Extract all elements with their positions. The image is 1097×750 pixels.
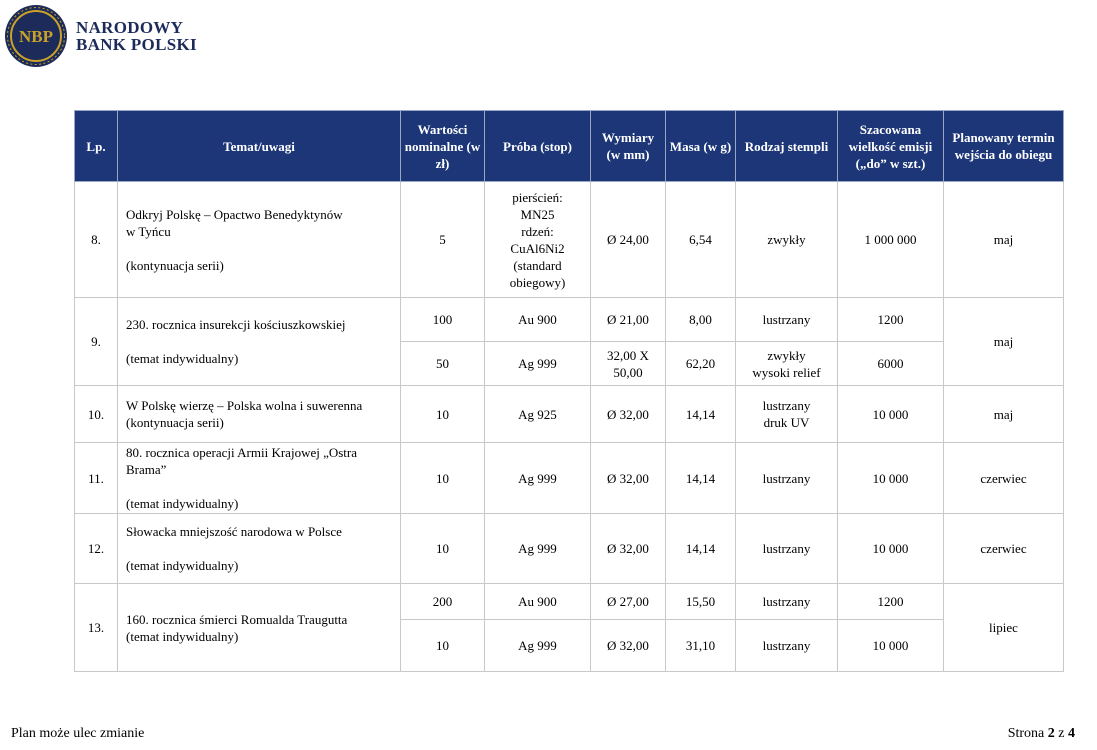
table-body bbox=[75, 182, 1064, 672]
stamp-type-cell: lustrzany druk UV bbox=[736, 386, 838, 443]
row-number: 13. bbox=[75, 584, 118, 672]
nominal-value-cell: 200 bbox=[401, 584, 485, 620]
dimensions-cell: Ø 24,00 bbox=[591, 182, 666, 298]
stamp-type-cell: zwykły wysoki relief bbox=[736, 342, 838, 386]
mass-cell: 31,10 bbox=[666, 620, 736, 672]
release-date-cell: lipiec bbox=[944, 584, 1064, 672]
topic-cell: Słowacka mniejszość narodowa w Polsce (temat indywidualny) bbox=[118, 514, 401, 584]
bank-name-line2: BANK POLSKI bbox=[76, 35, 197, 54]
nbp-logo-icon bbox=[4, 4, 68, 68]
mass-cell: 6,54 bbox=[666, 182, 736, 298]
table-row bbox=[75, 298, 1064, 342]
nominal-value-cell: 10 bbox=[401, 620, 485, 672]
table-header-row bbox=[75, 111, 1064, 182]
col-lp-header: Lp. bbox=[75, 111, 118, 182]
col-dimensions-header: Wymiary (w mm) bbox=[591, 111, 666, 182]
emission-cell: 6000 bbox=[838, 342, 944, 386]
bank-name bbox=[76, 19, 197, 53]
emission-cell: 10 000 bbox=[838, 443, 944, 514]
footer-note: Plan może ulec zmianie bbox=[11, 726, 145, 741]
page-header bbox=[4, 3, 197, 69]
coin-issue-table bbox=[74, 110, 1064, 672]
nominal-value-cell: 50 bbox=[401, 342, 485, 386]
table-row bbox=[75, 386, 1064, 443]
alloy-cell: Au 900 bbox=[485, 298, 591, 342]
mass-cell: 14,14 bbox=[666, 514, 736, 584]
stamp-type-cell: lustrzany bbox=[736, 443, 838, 514]
page-current: 2 bbox=[1047, 726, 1055, 741]
topic-cell: 160. rocznica śmierci Romualda Traugutta (temat indywidualny) bbox=[118, 584, 401, 672]
col-emission-header: Szacowana wielkość emisji („do” w szt.) bbox=[838, 111, 944, 182]
row-number: 9. bbox=[75, 298, 118, 386]
release-date-cell: czerwiec bbox=[944, 443, 1064, 514]
page-separator: z bbox=[1058, 726, 1065, 741]
stamp-type-cell: zwykły bbox=[736, 182, 838, 298]
stamp-type-cell: lustrzany bbox=[736, 514, 838, 584]
col-value-header: Wartości nominalne (w zł) bbox=[401, 111, 485, 182]
col-topic-header: Temat/uwagi bbox=[118, 111, 401, 182]
mass-cell: 8,00 bbox=[666, 298, 736, 342]
nominal-value-cell: 5 bbox=[401, 182, 485, 298]
dimensions-cell: Ø 32,00 bbox=[591, 620, 666, 672]
alloy-cell: Ag 999 bbox=[485, 443, 591, 514]
alloy-cell: Ag 999 bbox=[485, 514, 591, 584]
table-row bbox=[75, 584, 1064, 620]
nominal-value-cell: 100 bbox=[401, 298, 485, 342]
mass-cell: 62,20 bbox=[666, 342, 736, 386]
alloy-cell: Ag 999 bbox=[485, 620, 591, 672]
dimensions-cell: Ø 27,00 bbox=[591, 584, 666, 620]
row-number: 8. bbox=[75, 182, 118, 298]
release-date-cell: maj bbox=[944, 298, 1064, 386]
alloy-cell: Ag 925 bbox=[485, 386, 591, 443]
table-row bbox=[75, 443, 1064, 514]
alloy-cell: Au 900 bbox=[485, 584, 591, 620]
col-alloy-header: Próba (stop) bbox=[485, 111, 591, 182]
topic-cell: Odkryj Polskę – Opactwo Benedyktynów w Tyńcu (kontynuacja serii) bbox=[118, 182, 401, 298]
bank-name-line1: NARODOWY bbox=[76, 18, 184, 37]
emission-cell: 10 000 bbox=[838, 620, 944, 672]
stamp-type-cell: lustrzany bbox=[736, 620, 838, 672]
emission-cell: 10 000 bbox=[838, 514, 944, 584]
col-stamp-header: Rodzaj stempli bbox=[736, 111, 838, 182]
row-number: 11. bbox=[75, 443, 118, 514]
mass-cell: 14,14 bbox=[666, 386, 736, 443]
stamp-type-cell: lustrzany bbox=[736, 584, 838, 620]
dimensions-cell: Ø 32,00 bbox=[591, 514, 666, 584]
page-total: 4 bbox=[1068, 726, 1075, 741]
dimensions-cell: Ø 21,00 bbox=[591, 298, 666, 342]
page-prefix: Strona bbox=[1007, 726, 1045, 741]
emission-cell: 1 000 000 bbox=[838, 182, 944, 298]
col-date-header: Planowany termin wejścia do obiegu bbox=[944, 111, 1064, 182]
row-number: 10. bbox=[75, 386, 118, 443]
release-date-cell: maj bbox=[944, 182, 1064, 298]
col-mass-header: Masa (w g) bbox=[666, 111, 736, 182]
alloy-cell: pierścień: MN25 rdzeń: CuAl6Ni2 (standard obiegowy) bbox=[485, 182, 591, 298]
dimensions-cell: 32,00 X 50,00 bbox=[591, 342, 666, 386]
release-date-cell: maj bbox=[944, 386, 1064, 443]
nominal-value-cell: 10 bbox=[401, 386, 485, 443]
emission-cell: 1200 bbox=[838, 298, 944, 342]
nominal-value-cell: 10 bbox=[401, 443, 485, 514]
row-number: 12. bbox=[75, 514, 118, 584]
topic-cell: 80. rocznica operacji Armii Krajowej „Ostra Brama” (temat indywidualny) bbox=[118, 443, 401, 514]
stamp-type-cell: lustrzany bbox=[736, 298, 838, 342]
nominal-value-cell: 10 bbox=[401, 514, 485, 584]
topic-cell: W Polskę wierzę – Polska wolna i suwerenna (kontynuacja serii) bbox=[118, 386, 401, 443]
alloy-cell: Ag 999 bbox=[485, 342, 591, 386]
table-row bbox=[75, 182, 1064, 298]
dimensions-cell: Ø 32,00 bbox=[591, 386, 666, 443]
table-row bbox=[75, 514, 1064, 584]
dimensions-cell: Ø 32,00 bbox=[591, 443, 666, 514]
page-number bbox=[1008, 726, 1075, 742]
mass-cell: 14,14 bbox=[666, 443, 736, 514]
emission-cell: 10 000 bbox=[838, 386, 944, 443]
topic-cell: 230. rocznica insurekcji kościuszkowskiej (temat indywidualny) bbox=[118, 298, 401, 386]
emission-cell: 1200 bbox=[838, 584, 944, 620]
mass-cell: 15,50 bbox=[666, 584, 736, 620]
release-date-cell: czerwiec bbox=[944, 514, 1064, 584]
svg-text:NBP: NBP bbox=[19, 27, 53, 46]
